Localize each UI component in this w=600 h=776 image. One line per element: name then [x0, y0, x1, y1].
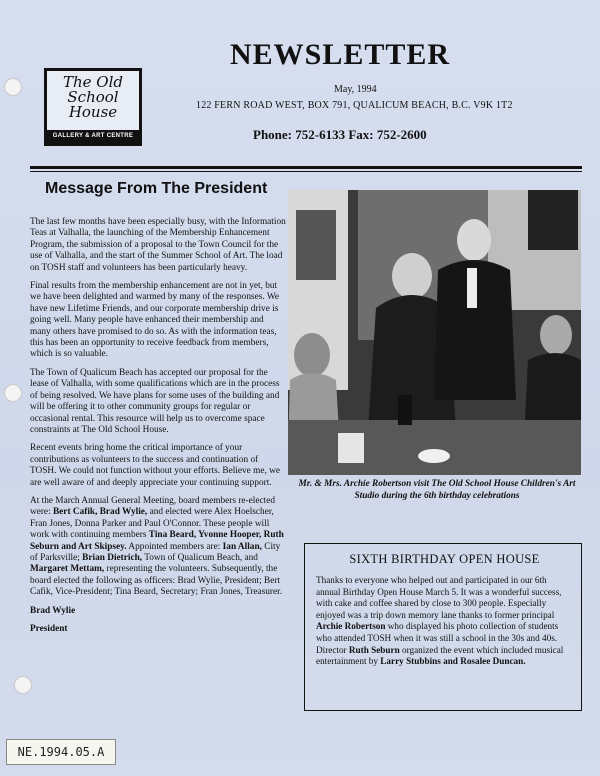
header-rule	[30, 166, 582, 169]
logo-bar: GALLERY & ART CENTRE	[47, 130, 139, 143]
old-school-house-logo	[44, 68, 142, 146]
mailing-address: 122 FERN ROAD WEST, BOX 791, QUALICUM BEACH, B.C. V9K 1T2	[196, 100, 513, 111]
signature-name: Brad Wylie	[30, 605, 76, 616]
event-photo	[288, 190, 581, 475]
open-house-box	[304, 543, 582, 711]
photo-illustration	[288, 190, 581, 475]
open-house-title: SIXTH BIRTHDAY OPEN HOUSE	[349, 552, 540, 566]
message-paragraph: The last few months have been especially busy, with the Information Teas at Valhalla, the launching of the Membership Enhancement Program, the submission of a proposal to the Town Council for the use of Valhalla, and the start of the Summer School of Art. The load on TOSH staff and volunteers has been particularly heavy.	[30, 217, 286, 273]
archive-label: NE.1994.05.A	[6, 739, 116, 765]
phone-fax: Phone: 752-6133 Fax: 752-2600	[253, 127, 427, 142]
newsletter-title: NEWSLETTER	[230, 38, 451, 71]
open-house-text: Thanks to everyone who helped out and participated in our 6th annual Birthday Open House March 5. It was a wonderful success, with cake and coffee shared by close to 300 people. Especially enjoyed was a trip down memory lane thanks to former principal Archie Robertson who displayed his photo collection of students who attended TOSH when it was still a school in the 30s and 40s. Director Ruth Seburn organized the event which included musical entertainment by Larry Stubbins and Rosalee Duncan.	[316, 575, 564, 667]
punch-hole	[4, 384, 22, 402]
logo-line-3: House	[68, 103, 118, 121]
issue-date: May, 1994	[334, 84, 377, 95]
logo-line-2: School	[67, 88, 119, 106]
signature-role: President	[30, 624, 68, 634]
agm-paragraph: At the March Annual General Meeting, board members re-elected were: Bert Cafik, Brad Wylie, and elected were Alex Hoelscher, Fran Jones, Donna Parker and Paul O'Connor. These people will work with continuing members Tina Beard, Yvonne Hooper, Ruth Seburn and Art Skipsey. Appointed members are: Ian Allan, City of Parksville; Brian Dietrich, Town of Qualicum Beach, and Margaret Mettam, representing the volunteers. Subsequently, the board elected the following as officers: Brad Wylie, President; Bert Cafik, Vice-President; Tina Beard, Secretary; Fran Jones, Treasurer.	[30, 495, 284, 598]
logo-line-1: The Old	[62, 73, 123, 91]
message-paragraph: Recent events bring home the critical importance of your contributions as volunteers to the success and continuation of TOSH. We could not function without your efforts. Believe me, we are well aware of and deeply appreciate your continuing support.	[30, 443, 280, 488]
header-rule-thin	[30, 171, 582, 172]
punch-hole	[14, 676, 32, 694]
photo-caption: Mr. & Mrs. Archie Robertson visit The Old School House Children's Art Studio during the 6th birthday celebrations	[298, 479, 576, 501]
message-paragraph: Final results from the membership enhancement are not in yet, but we have been delighted and warmed by many of the responses. We have new Lifetime Friends, and our corporate membership drive is going well. Many people have enhanced their membership and many others have promised to do so. As with the information teas, this has been an opportunity to receive feedback from members, which is so valuable.	[30, 281, 279, 360]
message-paragraph: The Town of Qualicum Beach has accepted our proposal for the lease of Valhalla, with some qualifications which are in the process of being resolved. We have plans for some uses of the building and will be offering it to other community groups for regular or occasional rental. This resource will help us to overcome space constraints at The Old School House.	[30, 367, 280, 435]
message-title: Message From The President	[45, 180, 268, 197]
president-message	[30, 217, 286, 642]
punch-hole	[4, 78, 22, 96]
